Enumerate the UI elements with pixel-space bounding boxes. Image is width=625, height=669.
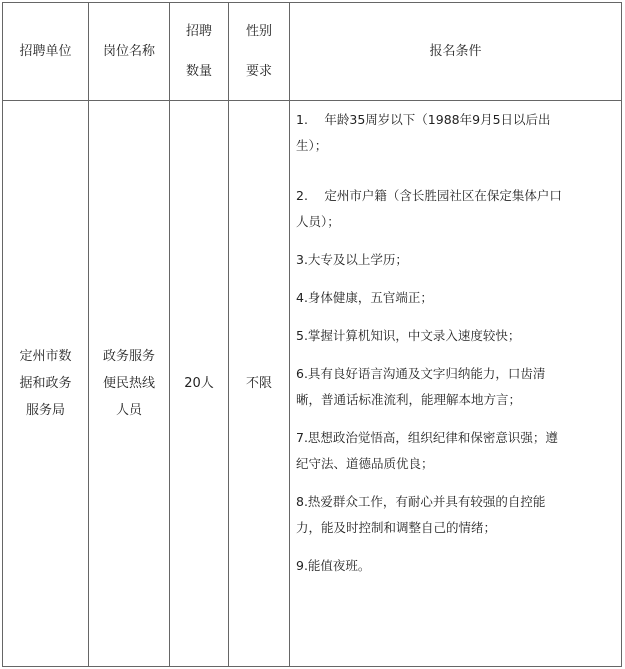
cell-conditions (296, 101, 618, 579)
condition-item: 生）； (296, 138, 328, 153)
condition-item: 晰，普通话标准流利，能理解本地方言； (296, 392, 522, 407)
header-gender: 性别 要求 (245, 23, 272, 79)
table-border-right (621, 2, 622, 667)
condition-item: 1. 年龄35周岁以下（1988年9月5日以后出 (296, 112, 551, 127)
table-border-bottom (2, 666, 622, 667)
cell-position: 政务服务 便民热线 人员 (102, 349, 155, 418)
condition-item: 6.具有良好语言沟通及文字归纳能力，口齿清 (296, 366, 546, 381)
condition-item: 2. 定州市户籍（含长胜园社区在保定集体户口 (296, 188, 562, 203)
condition-item: 8.热爱群众工作，有耐心并具有较强的自控能 (296, 494, 546, 509)
header-position: 岗位名称 (102, 43, 155, 59)
condition-item: 3.大专及以上学历； (296, 252, 408, 267)
condition-item: 7.思想政治觉悟高，组织纪律和保密意识强；遵 (296, 430, 558, 445)
condition-item: 人员）； (296, 214, 340, 229)
header-conditions: 报名条件 (429, 43, 482, 59)
condition-item: 4.身体健康，五官端正； (296, 290, 433, 305)
column-divider (289, 2, 290, 667)
cell-count: 20人 (184, 375, 214, 391)
condition-item: 力，能及时控制和调整自己的情绪； (296, 520, 497, 535)
condition-item: 纪守法、道德品质优良； (296, 456, 434, 471)
condition-item: 5.掌握计算机知识，中文录入速度较快； (296, 328, 521, 343)
condition-item: 9.能值夜班。 (296, 558, 371, 573)
header-count: 招聘 数量 (185, 23, 212, 79)
cell-unit: 定州市数 据和政务 服务局 (19, 349, 72, 418)
header-unit: 招聘单位 (19, 43, 72, 59)
cell-gender: 不限 (245, 375, 272, 391)
